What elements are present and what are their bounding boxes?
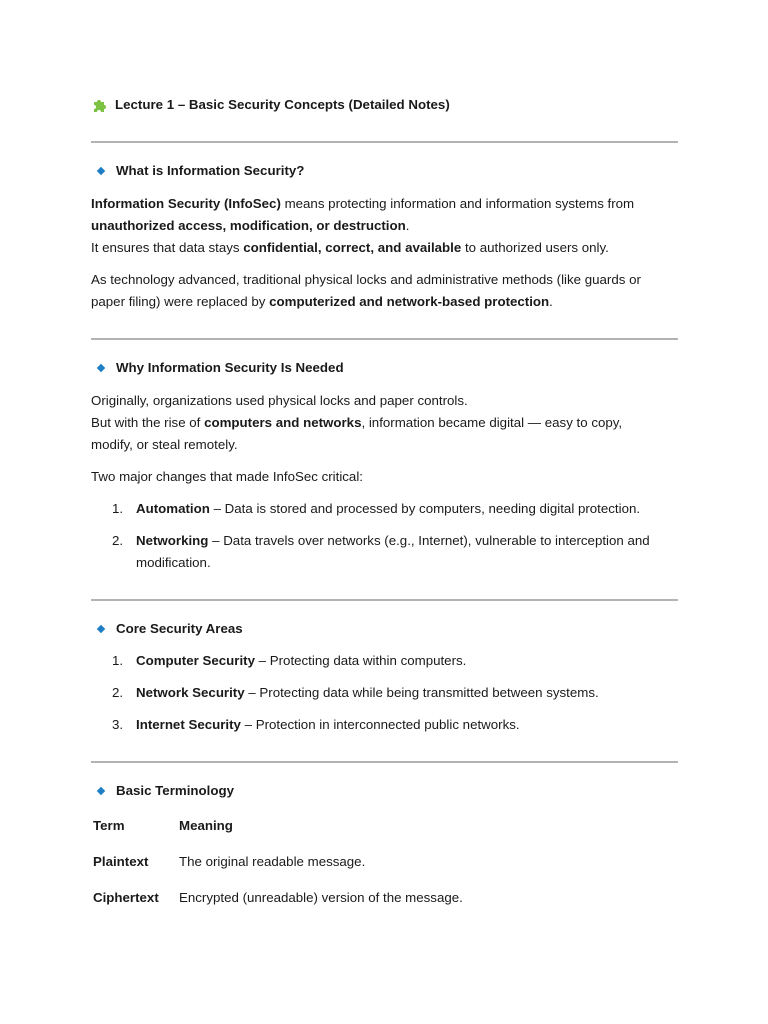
list-desc: – Protecting data while being transmitted between systems. <box>244 685 599 700</box>
list-item <box>91 650 678 672</box>
section-heading-text: Core Security Areas <box>116 621 243 636</box>
diamond-bullet-icon <box>97 625 105 633</box>
list-term: Networking <box>136 533 209 548</box>
section-heading-areas <box>91 618 678 640</box>
diamond-bullet-icon <box>97 167 105 175</box>
paragraph: Two major changes that made InfoSec critical: <box>91 469 363 484</box>
numbered-list <box>91 650 678 736</box>
list-item <box>91 714 678 736</box>
text-run: , information became digital — easy to copy, modify, or steal remotely. <box>91 415 623 452</box>
table-header-row <box>91 815 463 837</box>
text-run: . <box>405 218 410 233</box>
section-heading-terminology <box>91 780 678 802</box>
list-term: Network Security <box>136 685 245 700</box>
list-item <box>91 530 681 574</box>
column-header-term: Term <box>93 818 125 833</box>
paragraph <box>91 193 666 259</box>
text-run: As technology advanced, traditional physical locks and administrative methods (like guards or paper filing) were replaced by <box>91 272 641 309</box>
bold-phrase: Information Security (InfoSec) <box>91 196 281 211</box>
section-heading-text: Why Information Security Is Needed <box>116 360 344 375</box>
list-desc: – Protecting data within computers. <box>254 653 467 668</box>
meaning-cell: Encrypted (unreadable) version of the message. <box>179 890 463 905</box>
paragraph <box>91 390 651 456</box>
list-desc: – Data travels over networks (e.g., Internet), vulnerable to interception and modification. <box>136 533 650 570</box>
list-number: 2. <box>112 685 124 700</box>
numbered-list <box>91 498 678 574</box>
puzzle-piece-icon <box>91 96 109 114</box>
bold-phrase: computers and networks <box>204 415 362 430</box>
text-run: Originally, organizations used physical locks and paper controls. <box>91 393 468 408</box>
diamond-bullet-icon <box>97 787 105 795</box>
list-desc: – Data is stored and processed by computers, needing digital protection. <box>209 501 641 516</box>
section-heading-text: Basic Terminology <box>116 783 234 798</box>
document-page <box>91 94 678 909</box>
bold-phrase: confidential, correct, and available <box>243 240 462 255</box>
column-header-meaning: Meaning <box>179 818 233 833</box>
list-number: 1. <box>112 501 124 516</box>
bold-phrase: computerized and network-based protection <box>269 294 550 309</box>
text-run: . <box>549 294 553 309</box>
list-item <box>91 498 678 520</box>
diamond-bullet-icon <box>97 364 105 372</box>
table-row <box>91 851 463 873</box>
list-term: Automation <box>136 501 210 516</box>
list-term: Computer Security <box>136 653 255 668</box>
bold-phrase: unauthorized access, modification, or destruction <box>91 218 406 233</box>
list-number: 1. <box>112 653 124 668</box>
text-run: It ensures that data stays <box>91 240 244 255</box>
terminology-table <box>91 815 463 909</box>
document-title: Lecture 1 – Basic Security Concepts (Detailed Notes) <box>115 97 450 112</box>
text-run: means protecting information and information systems from <box>280 196 635 211</box>
section-heading-why <box>91 357 678 379</box>
text-run: But with the rise of <box>91 415 205 430</box>
term-cell: Plaintext <box>93 854 149 869</box>
section-heading-what <box>91 160 678 182</box>
table-row <box>91 887 463 909</box>
list-term: Internet Security <box>136 717 241 732</box>
term-cell: Ciphertext <box>93 890 159 905</box>
list-desc: – Protection in interconnected public networks. <box>240 717 520 732</box>
list-number: 3. <box>112 717 124 732</box>
section-heading-text: What is Information Security? <box>116 163 305 178</box>
text-run: to authorized users only. <box>461 240 609 255</box>
list-number: 2. <box>112 533 124 548</box>
list-item <box>91 682 678 704</box>
document-title-row <box>91 94 678 116</box>
meaning-cell: The original readable message. <box>179 854 366 869</box>
paragraph <box>91 269 666 313</box>
